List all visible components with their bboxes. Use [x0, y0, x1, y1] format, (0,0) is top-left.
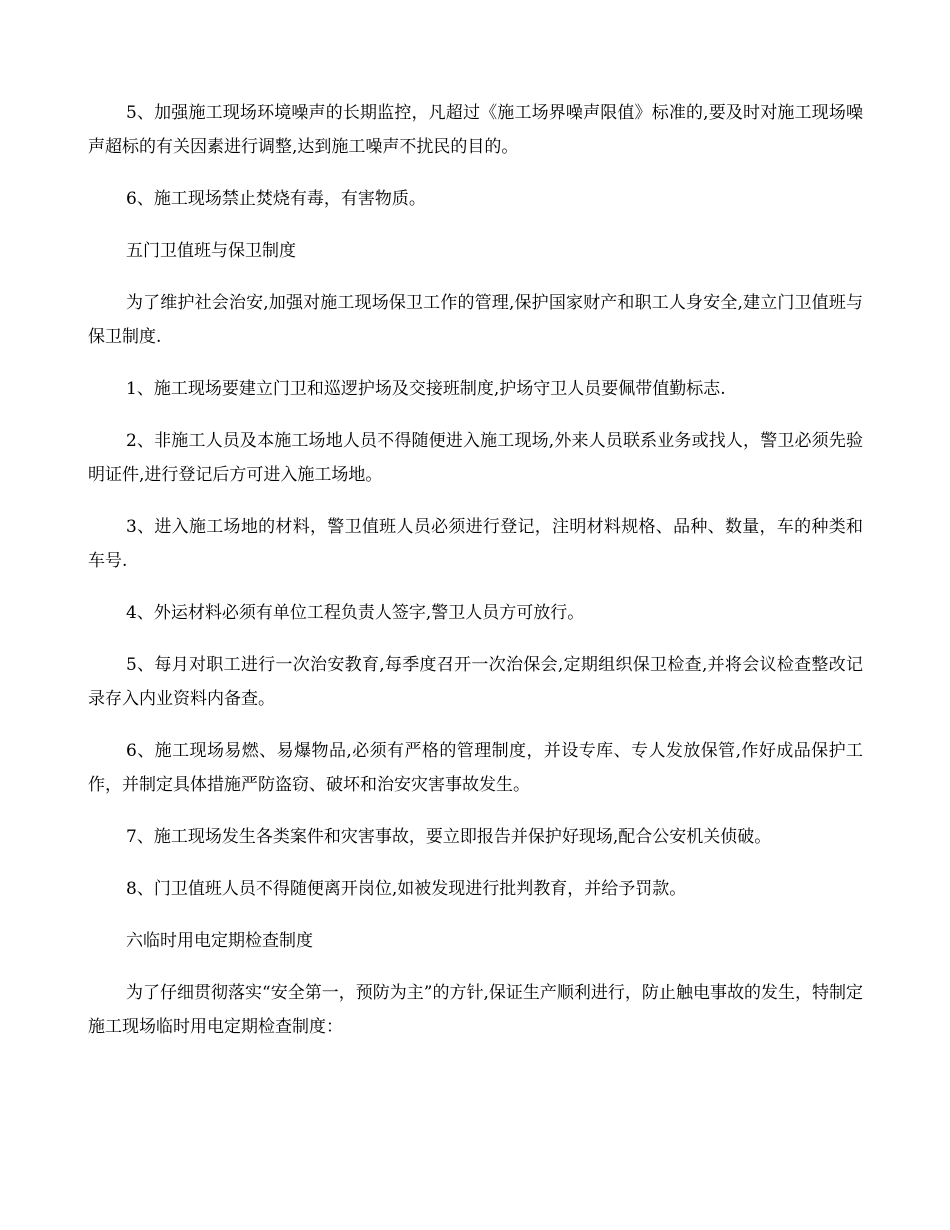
paragraph-noise-monitoring: 5、加强施工现场环境噪声的长期监控，凡超过《施工场界噪声限值》标准的,要及时对施工现场噪声超标的有关因素进行调整,达到施工噪声不扰民的目的。	[88, 103, 863, 157]
document-page	[88, 96, 863, 1062]
paragraph-guard-rule-6: 6、施工现场易燃、易爆物品,必须有严格的管理制度，并设专库、专人发放保管,作好成品保护工作，并制定具体措施严防盗窃、破坏和治安灾害事故发生。	[88, 741, 863, 795]
paragraph-guard-rule-4: 4、外运材料必须有单位工程负责人签字,警卫人员方可放行。	[126, 603, 585, 623]
section-heading-guard-duty: 五门卫值班与保卫制度	[126, 241, 296, 261]
paragraph-guard-rule-8: 8、门卫值班人员不得随便离开岗位,如被发现进行批判教育，并给予罚款。	[126, 879, 687, 899]
paragraph-guard-rule-7: 7、施工现场发生各类案件和灾害事故，要立即报告并保护好现场,配合公安机关侦破。	[126, 827, 772, 847]
section-heading-electric-inspection: 六临时用电定期检查制度	[126, 931, 313, 951]
paragraph-guard-rule-2: 2、非施工人员及本施工场地人员不得随便进入施工现场,外来人员联系业务或找人，警卫必须先验明证件,进行登记后方可进入施工场地。	[88, 431, 863, 485]
paragraph-guard-intro: 为了维护社会治安,加强对施工现场保卫工作的管理,保护国家财产和职工人身安全,建立门卫值班与保卫制度.	[88, 293, 863, 347]
paragraph-electric-intro: 为了仔细贯彻落实“安全第一，预防为主”的方针,保证生产顺利进行，防止触电事故的发生，特制定施工现场临时用电定期检查制度：	[88, 983, 863, 1037]
paragraph-guard-rule-5: 5、每月对职工进行一次治安教育,每季度召开一次治保会,定期组织保卫检查,并将会议检查整改记录存入内业资料内备查。	[88, 655, 863, 709]
paragraph-guard-rule-1: 1、施工现场要建立门卫和巡逻护场及交接班制度,护场守卫人员要佩带值勤标志.	[126, 379, 726, 399]
paragraph-no-burning: 6、施工现场禁止焚烧有毒，有害物质。	[126, 189, 426, 209]
paragraph-guard-rule-3: 3、进入施工场地的材料，警卫值班人员必须进行登记，注明材料规格、品种、数量，车的种类和车号.	[88, 517, 863, 571]
